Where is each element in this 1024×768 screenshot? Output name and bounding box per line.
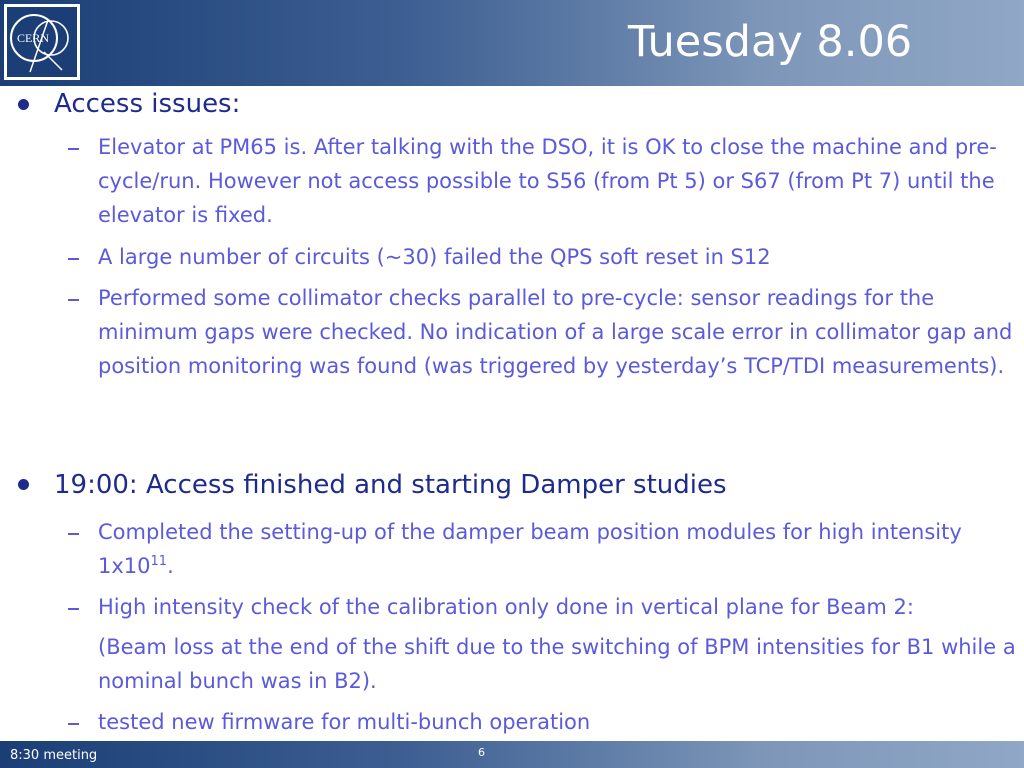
list-item: High intensity check of the calibration only done in vertical plane for Beam 2: [98,595,914,619]
cern-logo-icon [4,4,80,80]
list-item: Performed some collimator checks parallel to pre-cycle: sensor readings for the minimum gaps were checked. No indication of a large scale error in collimator gap and position monitoring was found (was triggered by yesterday’s TCP/TDI measurements). [98,286,1013,378]
section-heading: 19:00: Access finished and starting Damper studies [54,470,727,500]
dash-icon [68,723,79,725]
slide-body [0,86,1024,740]
logo-text: CERN [16,31,50,45]
footer-meeting-label: 8:30 meeting [10,748,98,763]
dash-icon [68,299,79,301]
bullet-icon [18,479,29,490]
page-number: 6 [478,746,485,759]
dash-icon [68,258,79,260]
slide-header [0,0,1024,86]
dash-icon [68,533,79,535]
bullet-icon [18,99,29,110]
dash-icon [68,148,79,150]
list-item: tested new firmware for multi-bunch operation [98,710,591,734]
list-note: (Beam loss at the end of the shift due to the switching of BPM intensities for B1 while a nominal bunch was in B2). [98,635,1016,693]
list-item: Completed the setting-up of the damper beam position modules for high intensity $1x10^{11}$. [98,520,962,578]
slide-footer [0,741,1024,768]
list-item: A large number of circuits (~30) failed the QPS soft reset in S12 [98,245,771,269]
section-heading: Access issues: [54,89,241,119]
slide-title: Tuesday 8.06 [627,17,913,67]
list-item: Elevator at PM65 is. After talking with the DSO, it is OK to close the machine and pre-cycle/run. However not access possible to S56 (from Pt 5) or S67 (from Pt 7) until the elevator is fixed. [98,135,997,227]
dash-icon [68,608,79,610]
